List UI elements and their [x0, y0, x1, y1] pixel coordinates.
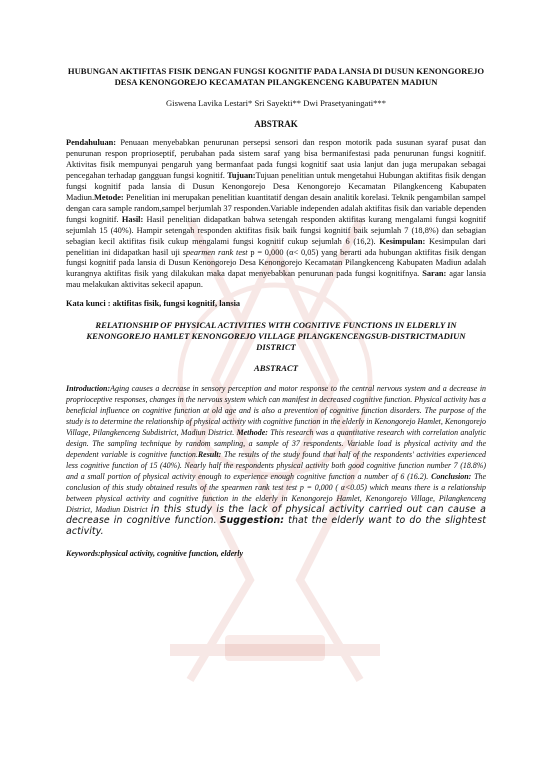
english-title: RELATIONSHIP OF PHYSICAL ACTIVITIES WITH COGNITIVE FUNCTIONS IN ELDERLY IN KENONGOREJO HAMLET KENONGOREJO VILLAGE PILANGKENCENGSUB-DISTRICTMADIUN DISTRICT — [86, 320, 466, 353]
author-list: Giswena Lavika Lestari* Sri Sayekti** Dwi Prasetyaningati*** — [165, 98, 387, 108]
abstract-heading: ABSTRACT — [254, 363, 298, 374]
keywords-english: Keywords:physical activity, cognitive function, elderly — [66, 549, 244, 559]
text-tujuan: Tujuan penelitian untuk mengetahui Hubungan aktifitas fisik dengan fungsi kognitif pada lansia di Dusun Kenongorejo Desa Kenongorejo Kecamatan Pilangkenceng Kabupaten Madiun. — [66, 170, 486, 202]
text-kesimpulan-b: p = 0,000 (α< 0,05) yang berarti ada hubungan aktifitas fisik dengan fungsi kognitif pada lansia di Dusun Kenongorejo Desa Kenongorejo Kecamatan Pilangkenceng Kabupaten Madiun adalah kurangnya aktifitas fisik yang dilakukan maka dapat menyebabkan penurunan pada fungsi kognitifnya. — [66, 247, 487, 279]
label-introduction: Introduction: — [66, 384, 111, 394]
text-kesimpulan-a: Kesimpulan dari penelitian ini didapatkan hasil uji — [66, 236, 487, 257]
text-metode: Penelitian ini merupakan penelitian kuantitatif dengan desain analitik korelasi. Teknik pengambilan sampel dengan cara sample random,sampel berjumlah 37 responden.Variable independen adalah aktifitas fisik dan variable dependen fungsi kognitif. — [66, 192, 486, 224]
text-result: The results of the study found that half of the respondents' activities experienced less cognitive function of 15 (40%). Nearly half the respondents physical activity both good cognitive function number 7 (18.8%) and a small portion of physical activity enough to experience enough cognitive function a number of 6 (16.2). — [66, 450, 486, 482]
abstract-body — [66, 383, 486, 537]
label-hasil: Hasil: — [121, 214, 144, 224]
text-conclusion-sans: in this study is the lack of physical activity carried out can cause a decrease in cognitive function. — [66, 504, 487, 527]
text-saran: agar lansia mau melakukan aktivitas sekecil apapun. — [66, 269, 486, 290]
text-conclusion: The conclusion of this study obtained results of the spearmen rank test test p = 0,000 ( α<0.05) which means there is a relationship between physical activity and cognitive function in the elderly in Kenongorejo Hamlet, Kenongorejo Village, Pilangkenceng District, Madiun District — [66, 472, 487, 515]
label-tujuan: Tujuan: — [227, 170, 256, 180]
text-methode: This research was a quantitative research with correlation analytic design. The sampling technique by random sampling, a sample of 37 respondents. Variable load is physical activity and the dependent variable is cognitive function. — [66, 428, 486, 460]
text-introduction: Aging causes a decrease in sensory perception and motor response to the central nervous system and a decrease in proprioceptive responses, changes in the nervous system which can manifest in decreased cognitive function. Physical activity has a beneficial influence on cognitive function at old age and is also a prevention of cognitive function disorders. The purpose of the study is to determine the relationship of physical activity with cognitive function in the elderly in Kenongorejo Hamlet, Kenongorejo Village, Pilangkenceng Subdistrict, Madiun District. — [66, 384, 486, 438]
kata-kunci: Kata kunci : aktifitas fisik, fungsi kognitif, lansia — [66, 299, 241, 309]
paper-content — [66, 66, 486, 558]
label-conclusion: Conclusion: — [431, 472, 472, 482]
abstrak-heading: ABSTRAK — [254, 119, 298, 129]
label-result: Result: — [197, 450, 222, 460]
label-kesimpulan: Kesimpulan: — [379, 236, 426, 246]
text-suggestion: that the elderly want to do the slightest activity. — [66, 515, 486, 538]
label-methode: Methode: — [236, 428, 268, 438]
paper-title: HUBUNGAN AKTIFITAS FISIK DENGAN FUNGSI KOGNITIF PADA LANSIA DI DUSUN KENONGOREJO DESA KENONGOREJO KECAMATAN PILANGKENCENG KABUPATEN MADIUN — [67, 66, 485, 87]
label-metode: Metode: — [94, 192, 124, 202]
label-pendahuluan: Pendahuluan: — [66, 138, 117, 147]
text-hasil: Hasil penelitian didapatkan bahwa setengah responden aktifitas kurang mengalami fungsi kognitif sejumlah 15 (40%). Hampir setengah responden aktifitas fisik baik fungsi kognitif baik sejumlah 7 (18,8%) dan sebagian sebagian kecil aktifitas fisik cukup mengalami fungsi kognitif cukup sejumlah 6 (16,2). — [66, 214, 487, 246]
abstrak-body — [66, 138, 486, 291]
label-saran: Saran: — [422, 269, 447, 279]
label-suggestion: Suggestion: — [219, 515, 285, 527]
text-pendahuluan: Penuaan menyebabkan penurunan persepsi sensori dan respon motorik pada susunan syaraf pusat dan penurunan respon proprioseptif, perubahan pada sistem saraf yang bisa bermanifestasi pada penurunan fungsi kognitif. Aktivitas fisik mempunyai pengaruh yang bermanfaat pada fungsi kognitif saat usia lanjut dan juga merupakan sebagai pencegahan terhadap gangguan fungsi kognitif. — [66, 138, 486, 180]
text-spearmen-rank: spearmen rank test — [182, 247, 248, 257]
